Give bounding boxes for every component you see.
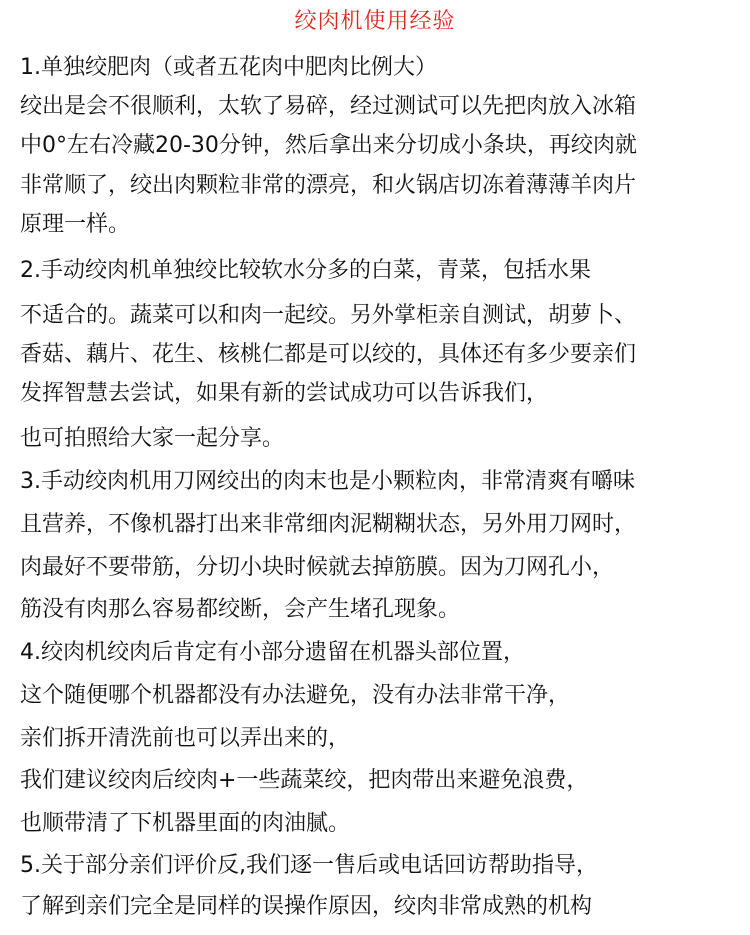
text-line-5: 原理一样。 (20, 212, 131, 237)
text-line-13: 肉最好不要带筋，分切小块时候就去掉筋膜。因为刀网孔小， (20, 555, 615, 580)
text-line-11: 3.手动绞肉机用刀网绞出的肉末也是小颗粒肉，非常清爽有嚼味 (20, 469, 635, 494)
text-line-10: 也可拍照给大家一起分享。 (20, 426, 285, 451)
text-line-6: 2.手动绞肉机单独绞比较软水分多的白菜，青菜，包括水果 (20, 258, 591, 283)
document-title: 绞肉机使用经验 (294, 9, 456, 34)
text-line-15: 4.绞肉机绞肉后肯定有小部分遗留在机器头部位置， (20, 640, 525, 665)
text-line-16: 这个随便哪个机器都没有办法避免，没有办法非常干净， (20, 683, 571, 708)
text-line-20: 5.关于部分亲们评价反,我们逐一售后或电话回访帮助指导， (20, 853, 598, 878)
text-line-14: 筋没有肉那么容易都绞断，会产生堵孔现象。 (20, 597, 461, 622)
text-line-1: 1.单独绞肥肉（或者五花肉中肥肉比例大） (20, 55, 437, 80)
text-line-8: 香菇、藕片、花生、核桃仁都是可以绞的，具体还有多少要亲们 (20, 342, 637, 367)
text-line-18: 我们建议绞肉后绞肉+一些蔬菜绞，把肉带出来避免浪费， (20, 768, 589, 793)
text-line-17: 亲们拆开清洗前也可以弄出来的， (20, 726, 351, 751)
text-line-2: 绞出是会不很顺利，太软了易碎，经过测试可以先把肉放入冰箱 (20, 94, 637, 119)
text-line-3: 中0°左右冷藏20-30分钟，然后拿出来分切成小条块，再绞肉就 (20, 133, 637, 158)
text-line-7: 不适合的。蔬菜可以和肉一起绞。另外掌柜亲自测试，胡萝卜、 (20, 303, 637, 328)
text-line-21: 了解到亲们完全是同样的误操作原因，绞肉非常成熟的机构 (20, 894, 593, 919)
text-line-12: 且营养，不像机器打出来非常细肉泥糊糊状态，另外用刀网时， (20, 512, 637, 537)
text-line-4: 非常顺了，绞出肉颗粒非常的漂亮，和火锅店切冻着薄薄羊肉片 (20, 173, 637, 198)
text-line-9: 发挥智慧去尝试，如果有新的尝试成功可以告诉我们， (20, 381, 549, 406)
text-line-19: 也顺带清了下机器里面的肉油腻。 (20, 811, 351, 836)
